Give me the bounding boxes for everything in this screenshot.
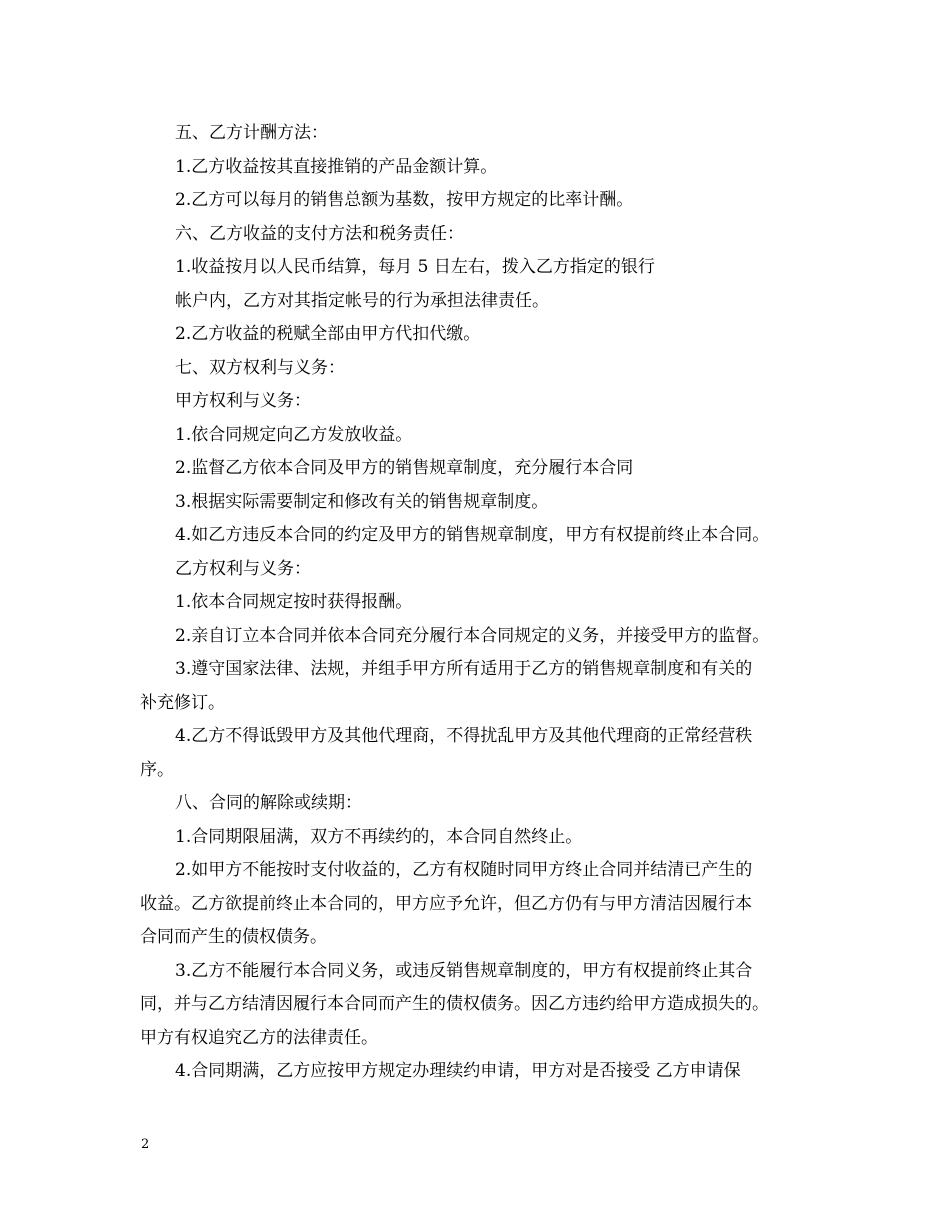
text-line: 同，并与乙方结清因履行本合同而产生的债权债务。因乙方违约给甲方造成损失的。 <box>140 994 769 1014</box>
text-line: 六、乙方收益的支付方法和税务责任： <box>175 223 464 244</box>
text-line: 八、合同的解除或续期： <box>175 793 362 813</box>
text-line: 乙方权利与义务： <box>175 558 311 579</box>
text-line: 2.乙方可以每月的销售总额为基数，按甲方规定的比率计酬。 <box>175 190 634 210</box>
text-line: 1.依本合同规定按时获得报酬。 <box>175 592 413 612</box>
text-line: 1.合同期限届满，双方不再续约的，本合同自然终止。 <box>175 826 583 847</box>
text-line: 3.根据实际需要制定和修改有关的销售规章制度。 <box>175 491 549 512</box>
text-line: 补充修订。 <box>140 692 225 713</box>
text-line: 甲方权利与义务： <box>175 391 311 411</box>
text-line: 3.乙方不能履行本合同义务，或违反销售规章制度的，甲方有权提前终止其合 <box>175 960 753 981</box>
text-line: 帐户内，乙方对其指定帐号的行为承担法律责任。 <box>175 290 549 311</box>
text-line: 合同而产生的债权债务。 <box>140 927 327 947</box>
text-line: 2.亲自订立本合同并依本合同充分履行本合同规定的义务，并接受甲方的监督。 <box>175 625 770 646</box>
text-line: 4.如乙方违反本合同的约定及甲方的销售规章制度，甲方有权提前终止本合同。 <box>175 525 770 545</box>
text-line: 五、乙方计酬方法： <box>175 123 328 143</box>
text-line: 序。 <box>140 759 174 780</box>
text-line: 甲方有权追究乙方的法律责任。 <box>140 1027 378 1048</box>
text-line: 4.合同期满，乙方应按甲方规定办理续约申请，甲方对是否接受 乙方申请保 <box>175 1061 741 1081</box>
page-number: 2 <box>141 1137 150 1152</box>
text-line: 1.收益按月以人民币结算，每月 5 日左右，拨入乙方指定的银行 <box>175 257 655 277</box>
text-line: 收益。乙方欲提前终止本合同的，甲方应予允许，但乙方仍有与甲方清洁因履行本 <box>140 893 752 914</box>
text-line: 2.乙方收益的税赋全部由甲方代扣代缴。 <box>175 324 481 344</box>
text-line: 4.乙方不得诋毁甲方及其他代理商，不得扰乱甲方及其他代理商的正常经营秩 <box>175 726 753 746</box>
text-line: 3.遵守国家法律、法规，并组手甲方所有适用于乙方的销售规章制度和有关的 <box>175 659 753 679</box>
text-line: 2.监督乙方依本合同及甲方的销售规章制度，充分履行本合同 <box>175 458 634 478</box>
text-line: 1.依合同规定向乙方发放收益。 <box>175 424 413 445</box>
text-line: 2.如甲方不能按时支付收益的，乙方有权随时同甲方终止合同并结清已产生的 <box>175 860 753 880</box>
text-line: 七、双方权利与义务： <box>175 357 345 378</box>
text-line: 1.乙方收益按其直接推销的产品金额计算。 <box>175 156 498 177</box>
document-body <box>140 117 830 1089</box>
